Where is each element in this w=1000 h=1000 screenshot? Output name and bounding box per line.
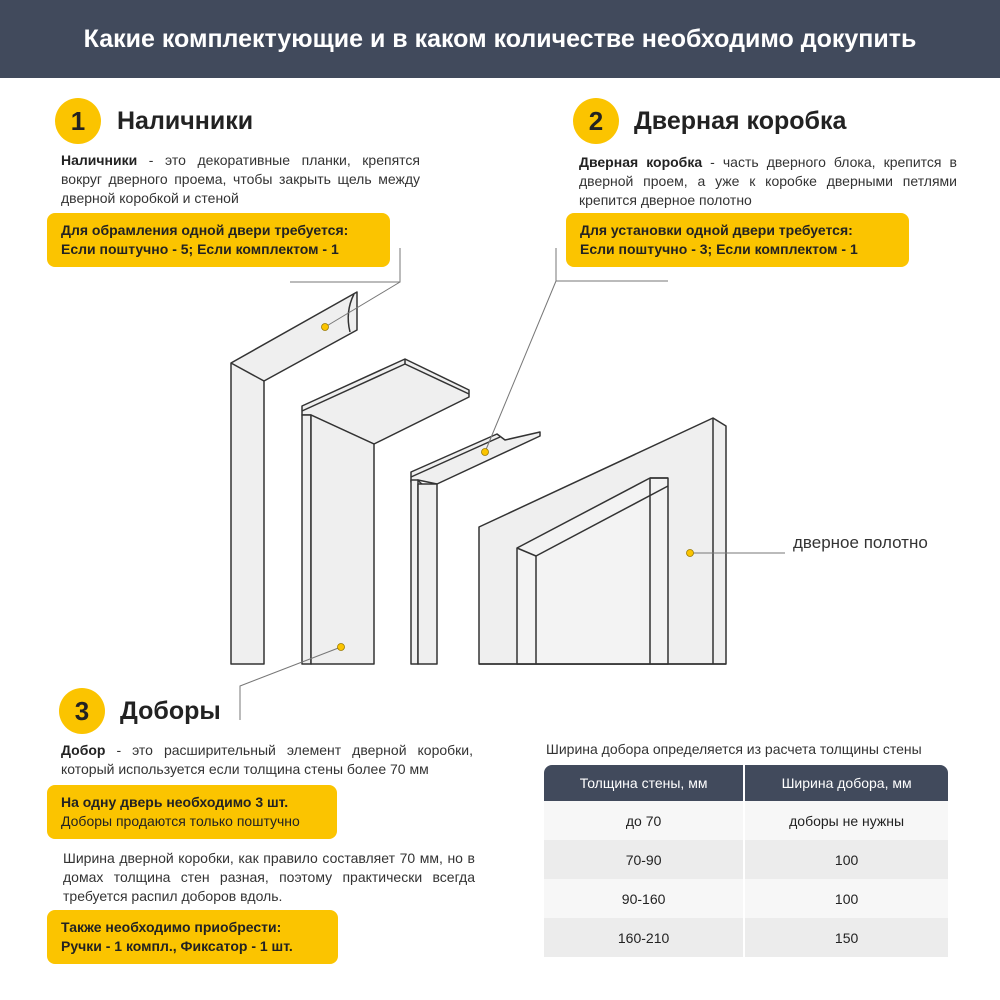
frame-piece-side: [411, 480, 418, 664]
marker-dot: [482, 449, 489, 456]
table-cell: 160-210: [544, 918, 743, 957]
box-line: Для обрамления одной двери требуется:: [61, 222, 349, 238]
box-line: Если поштучно - 3; Если комплектом - 1: [580, 241, 858, 257]
term: Наличники: [61, 152, 138, 168]
description-text: - часть дверного блока, крепится в дверной проем, а уже к коробке дверными петлями крепится дверное полотно: [579, 154, 957, 208]
box-line: На одну дверь необходимо 3 шт.: [61, 794, 289, 810]
box-line: Ручки - 1 компл., Фиксатор - 1 шт.: [61, 938, 293, 954]
section-title-extension: Доборы: [120, 697, 221, 725]
term: Дверная коробка: [579, 154, 703, 170]
box-line: Также необходимо приобрести:: [61, 919, 282, 935]
marker-dot: [322, 324, 329, 331]
marker-dot: [687, 550, 694, 557]
section-description-extension: [61, 741, 473, 779]
leader-line-frame: [556, 248, 668, 281]
section-title-casing: Наличники: [117, 107, 254, 135]
marker-dot: [338, 644, 345, 651]
door-leaf-label: дверное полотно: [793, 533, 928, 552]
box-line: Доборы продаются только поштучно: [61, 813, 300, 829]
table-cell: 70-90: [544, 840, 743, 879]
box-line: Для установки одной двери требуется:: [580, 222, 853, 238]
frame-width-note: Ширина дверной коробки, как правило составляет 70 мм, но в домах толщина стен разная, поэтому практически всегда требуется распил доборов вдоль.: [63, 850, 475, 904]
extension-piece-side: [302, 415, 311, 664]
table-cell: доборы не нужны: [745, 801, 948, 840]
section-number-badge: 2: [573, 98, 619, 144]
column-header: Толщина стены, мм: [544, 765, 743, 801]
extension-width-table: [542, 765, 950, 957]
table-cell: 150: [745, 918, 948, 957]
table-cell: 100: [745, 840, 948, 879]
term: Добор: [61, 742, 106, 758]
table-row: [544, 879, 948, 918]
table-row: [544, 918, 948, 957]
table-cell: 90-160: [544, 879, 743, 918]
section-number-badge: 1: [55, 98, 101, 144]
description-text: - это декоративные планки, крепятся вокруг дверного проема, чтобы закрыть щель между дверной коробкой и стеной: [61, 152, 420, 206]
description-text: - это расширительный элемент дверной коробки, который используется если толщина стены более 70 мм: [61, 742, 473, 777]
column-header: Ширина добора, мм: [745, 765, 948, 801]
table-caption: Ширина добора определяется из расчета толщины стены: [546, 741, 922, 757]
table-row: [544, 801, 948, 840]
header-title: Какие комплектующие и в каком количестве необходимо докупить: [0, 0, 1000, 78]
info-box-accessories: [47, 910, 338, 964]
frame-piece-top: [411, 432, 540, 484]
leader-line-casing: [290, 248, 400, 282]
box-line: Если поштучно - 5; Если комплектом - 1: [61, 241, 339, 257]
section-title-frame: Дверная коробка: [634, 107, 847, 135]
section-number-badge: 3: [59, 688, 105, 734]
info-box-extension: [47, 785, 337, 839]
table-row: [544, 840, 948, 879]
table-cell: до 70: [544, 801, 743, 840]
table-cell: 100: [745, 879, 948, 918]
